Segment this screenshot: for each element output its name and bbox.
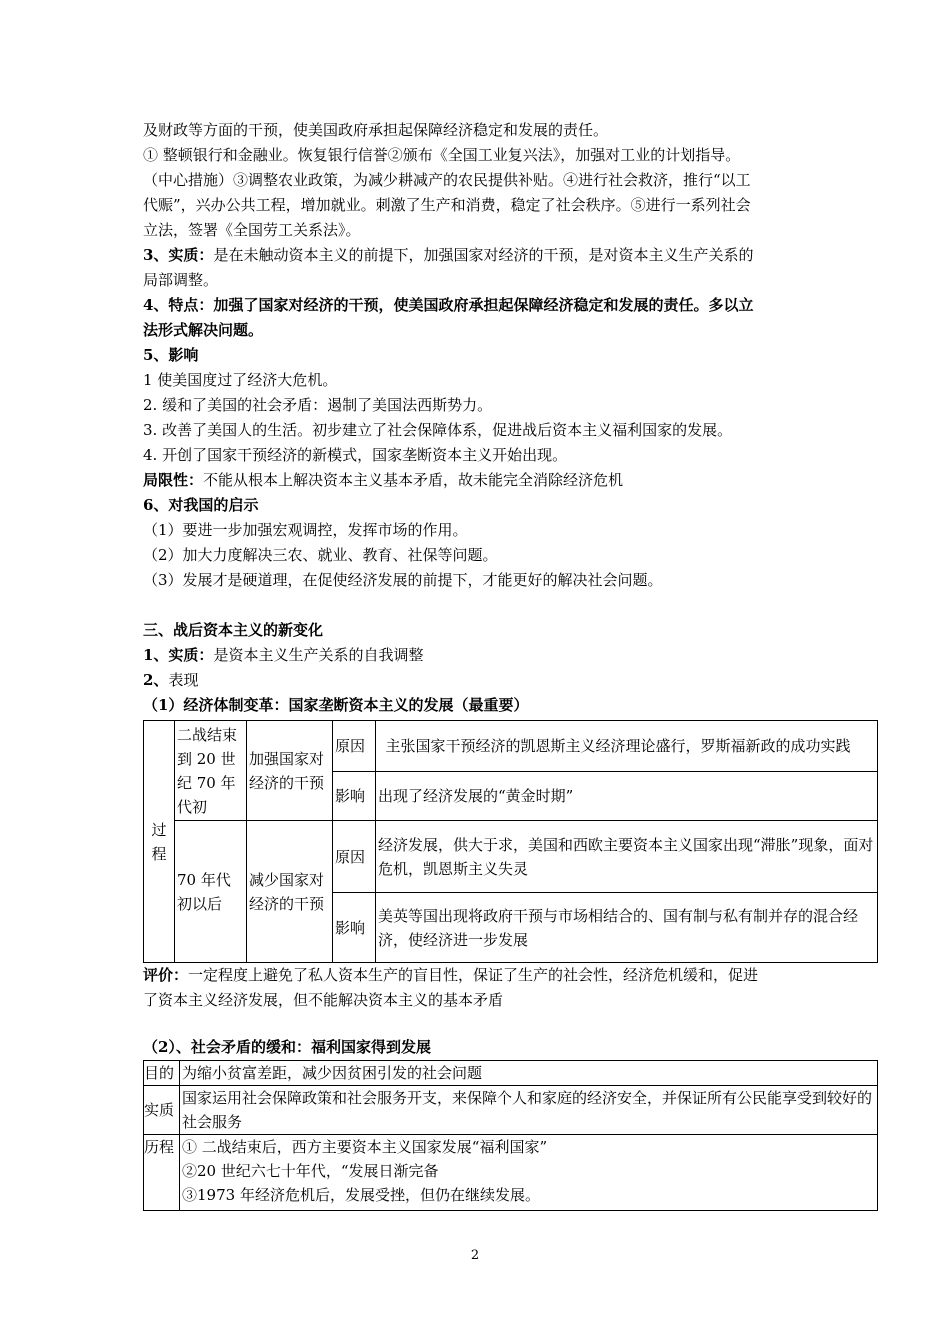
row-text-cell: 美英等国出现将政府干预与市场相结合的、国有制与私有制并存的混合经济，使经济进一步发展 [376, 893, 878, 963]
process-label: 过程 [151, 820, 167, 863]
row-label-cell: 历程 [144, 1135, 180, 1211]
row-label-cell: 原因 [333, 721, 376, 772]
paragraph-line: 立法，签署《全国劳工关系法》。 [143, 221, 361, 239]
row-label-cell: 影响 [333, 772, 376, 821]
row-text-cell: 主张国家干预经济的凯恩斯主义经济理论盛行，罗斯福新政的成功实践 [376, 721, 878, 772]
table-row [144, 721, 878, 772]
row-label-cell: 目的 [144, 1061, 180, 1086]
inspiration-item: （3）发展才是硬道理，在促使经济发展的前提下，才能更好的解决社会问题。 [143, 571, 663, 589]
policy-cell: 减少国家对经济的干预 [247, 821, 333, 963]
paragraph-line: （中心措施）③调整农业政策，为减少耕减产的农民提供补贴。④进行社会救济，推行“以工 [143, 171, 751, 189]
row-label-cell: 实质 [144, 1086, 180, 1135]
table-row [144, 1061, 878, 1086]
evaluation-label: 评价： [143, 966, 189, 984]
period-cell: 70 年代初以后 [175, 821, 247, 963]
evaluation-line [143, 963, 878, 988]
spacer [143, 1013, 878, 1035]
table-row [144, 1135, 878, 1211]
essence-label: 3、实质： [143, 246, 214, 264]
policy-cell: 加强国家对经济的干预 [247, 721, 333, 821]
essence-line [143, 243, 878, 268]
limitation-label: 局限性： [143, 471, 204, 489]
impact-item: 1 使美国度过了经济大危机。 [143, 371, 338, 389]
inspiration-item: （1）要进一步加强宏观调控，发挥市场的作用。 [143, 521, 468, 539]
table-row [144, 821, 878, 893]
history-item: ②20 世纪六七十年代，“发展日渐完备 [182, 1162, 439, 1180]
paragraph-line: 及财政等方面的干预，使美国政府承担起保障经济稳定和发展的责任。 [143, 121, 609, 139]
row-text-cell: 国家运用社会保障政策和社会服务开支，来保障个人和家庭的经济安全，并保证所有公民能享受到较好的社会服务 [180, 1086, 878, 1135]
history-cell [180, 1135, 878, 1211]
essence-line-2: 局部调整。 [143, 271, 219, 289]
paragraph-line: ① 整顿银行和金融业。恢复银行信誉②颁布《全国工业复兴法》，加强对工业的计划指导。 [143, 146, 741, 164]
section-essence-line [143, 643, 878, 668]
row-text-cell: 经济发展，供大于求，美国和西欧主要资本主义国家出现“滞胀”现象，面对危机，凯恩斯主义失灵 [376, 821, 878, 893]
section-heading: 三、战后资本主义的新变化 [143, 621, 324, 639]
subheading-economic: （1）经济体制变革：国家垄断资本主义的发展（最重要） [143, 696, 529, 714]
evaluation-text: 一定程度上避免了私人资本生产的盲目性，保证了生产的社会性，经济危机缓和，促进 [188, 966, 759, 984]
page-number: 2 [470, 1248, 480, 1263]
row-text-cell: 出现了经济发展的“黄金时期” [376, 772, 878, 821]
row-label-cell: 影响 [333, 893, 376, 963]
row-label-cell: 原因 [333, 821, 376, 893]
welfare-table [143, 1060, 878, 1211]
manifest-text: 表现 [168, 671, 199, 689]
document-page [143, 118, 878, 1211]
spacer [143, 593, 878, 618]
limitation-line [143, 468, 878, 493]
evaluation-line-2: 了资本主义经济发展，但不能解决资本主义的基本矛盾 [143, 991, 504, 1009]
section-essence-text: 是资本主义生产关系的自我调整 [213, 646, 424, 664]
essence-text: 是在未触动资本主义的前提下，加强国家对经济的干预，是对资本主义生产关系的 [213, 246, 754, 264]
features-line: 4、特点：加强了国家对经济的干预，使美国政府承担起保障经济稳定和发展的责任。多以立 [143, 296, 754, 314]
economic-change-table [143, 720, 878, 963]
process-cell [144, 721, 175, 963]
impact-item: 3. 改善了美国人的生活。初步建立了社会保障体系，促进战后资本主义福利国家的发展。 [143, 421, 733, 439]
impact-item: 4. 开创了国家干预经济的新模式，国家垄断资本主义开始出现。 [143, 446, 568, 464]
table-row [144, 1086, 878, 1135]
impact-item: 2. 缓和了美国的社会矛盾：遏制了美国法西斯势力。 [143, 396, 493, 414]
period-cell: 二战结束到 20 世纪 70 年代初 [175, 721, 247, 821]
manifest-label: 2、 [143, 671, 169, 689]
history-item: ① 二战结束后，西方主要资本主义国家发展“福利国家” [182, 1138, 548, 1156]
history-item: ③1973 年经济危机后，发展受挫，但仍在继续发展。 [182, 1186, 540, 1204]
impact-heading: 5、影响 [143, 346, 199, 364]
inspiration-heading: 6、对我国的启示 [143, 496, 259, 514]
limitation-text: 不能从根本上解决资本主义基本矛盾，故未能完全消除经济危机 [203, 471, 624, 489]
inspiration-item: （2）加大力度解决三农、就业、教育、社保等问题。 [143, 546, 498, 564]
manifest-line [143, 668, 878, 693]
subheading-welfare: （2）、社会矛盾的缓和：福利国家得到发展 [143, 1038, 431, 1056]
section-essence-label: 1、实质： [143, 646, 214, 664]
paragraph-line: 代赈”，兴办公共工程，增加就业。刺激了生产和消费，稳定了社会秩序。⑤进行一系列社会 [143, 196, 751, 214]
row-text-cell: 为缩小贫富差距，减少因贫困引发的社会问题 [180, 1061, 878, 1086]
features-line-2: 法形式解决问题。 [143, 321, 264, 339]
